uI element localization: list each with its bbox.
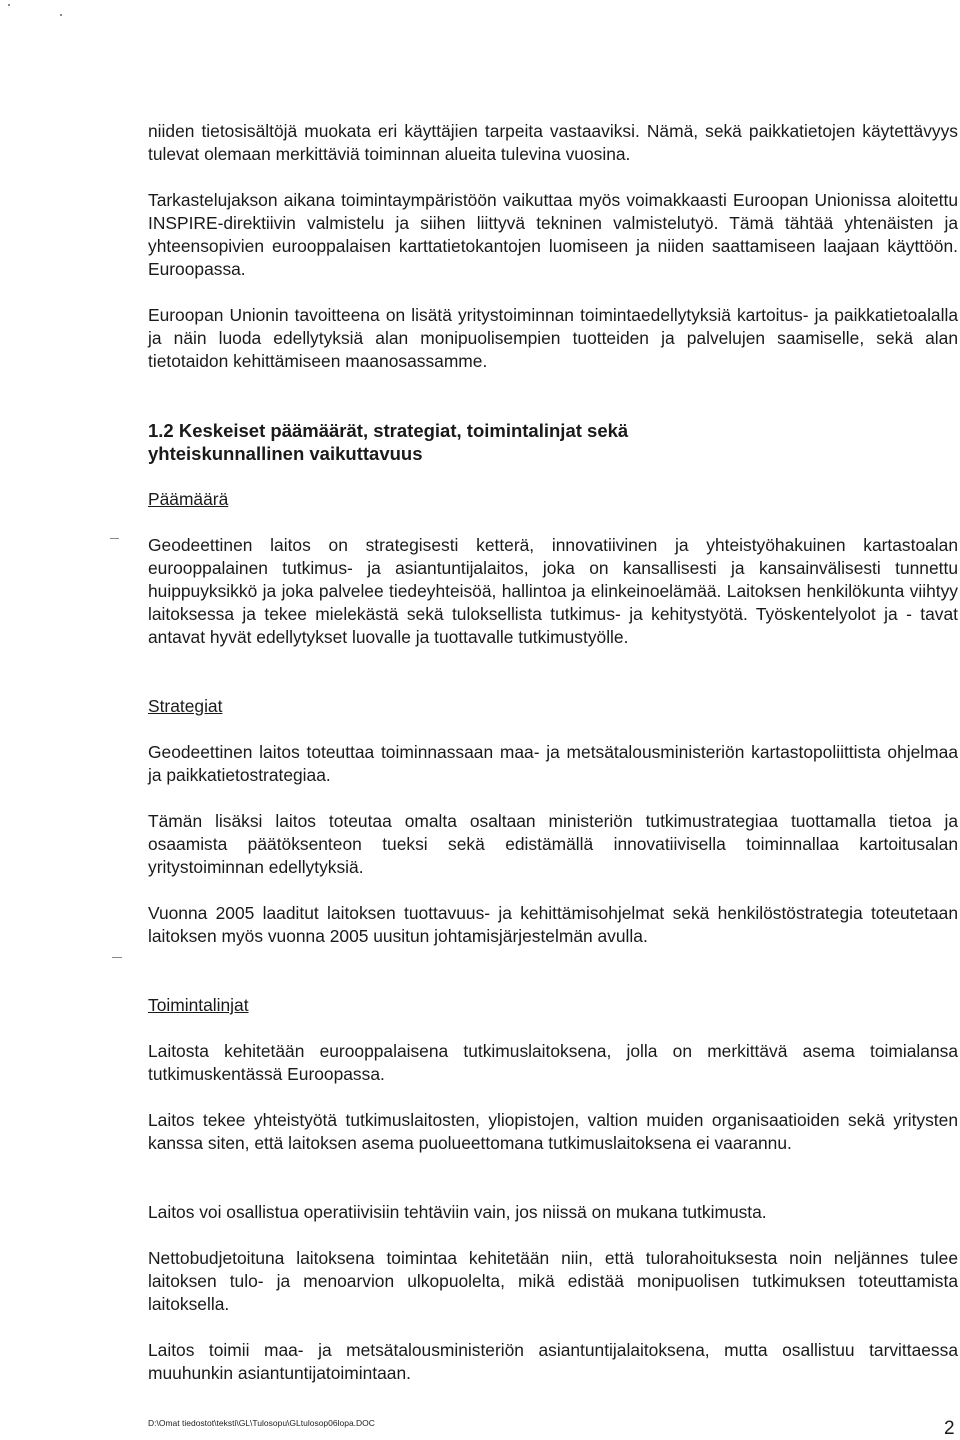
subheading-paamaara: Päämäärä [148, 489, 229, 509]
scan-mark [112, 957, 122, 958]
paragraph-paamaara: Geodeettinen laitos on strategisesti ketterä, innovatiivinen ja yhteistyöhakuinen kartastoalan eurooppalainen tutkimus- ja asiantuntijalaitos, joka on kansallisesti ja kansainvälisesti tunnettu huippuyksikkö ja joka palvelee tiedeyhteisöä, hallintoa ja elinkeinoelämää. Laitoksen henkilökunta viihtyy laitoksessa ja tekee mielekästä sekä tuloksellista tutkimus- ja kehitystyötä. Työskentelyolot ja - tavat antavat hyvät edellytykset luovalle ja tuottavalle tutkimustyölle. [148, 535, 958, 647]
scan-mark [110, 538, 119, 539]
paragraph-inspire: Tarkastelujakson aikana toimintaympäristöön vaikuttaa myös voimakkaasti Euroopan Unionissa aloitettu INSPIRE-direktiivin valmistelu ja siihen liittyvä tekninen valmistelutyö. Tämä tähtää yhtenäisten ja yhteensopivien eurooppalaisen karttatietokantojen luomiseen ja niiden saattamiseen laajaan käyttöön. Euroopassa. [148, 190, 958, 279]
section-heading-line2: yhteiskunnallinen vaikuttavuus [148, 443, 423, 464]
paragraph-toimintalinjat-2: Laitos tekee yhteistyötä tutkimuslaitosten, yliopistojen, valtion muiden organisaatioiden sekä yritysten kanssa siten, että laitoksen asema puolueettomana tutkimuslaitoksena ei vaarannu. [148, 1110, 958, 1153]
footer-file-path: D:\Omat tiedostot\teksti\GL\Tulosopu\GLtulosop06lopa.DOC [148, 1418, 375, 1428]
scan-dot [8, 4, 10, 6]
paragraph-toimintalinjat-4: Nettobudjetoituna laitoksena toimintaa kehitetään niin, että tulorahoituksesta noin neljännes tulee laitoksen tulo- ja menoarvion ulkopuolelta, mikä edistää monipuolisen tutkimuksen toteuttamista laitoksella. [148, 1248, 958, 1314]
page-number: 2 [944, 1418, 955, 1439]
paragraph-intro: niiden tietosisältöjä muokata eri käyttäjien tarpeita vastaaviksi. Nämä, sekä paikkatietojen käytettävyys tulevat olemaan merkittäviä toiminnan alueita tulevina vuosina. [148, 121, 958, 164]
paragraph-toimintalinjat-5: Laitos toimii maa- ja metsätalousministeriön asiantuntijalaitoksena, mutta osallistuu tarvittaessa muuhunkin asiantuntijatoimintaan. [148, 1340, 958, 1383]
subheading-toimintalinjat: Toimintalinjat [148, 995, 249, 1015]
paragraph-strategiat-2: Tämän lisäksi laitos toteutaa omalta osaltaan ministeriön tutkimustrategiaa tuottamalla tietoa ja osaamista päätöksenteon tueksi sekä edistämällä innovatiivisella toiminnallaa kartoitusalan yritystoiminnan edellytyksiä. [148, 811, 958, 877]
paragraph-strategiat-3: Vuonna 2005 laaditut laitoksen tuottavuus- ja kehittämisohjelmat sekä henkilöstöstrategia toteutetaan laitoksen myös vuonna 2005 uusitun johtamisjärjestelmän avulla. [148, 903, 958, 946]
paragraph-toimintalinjat-3: Laitos voi osallistua operatiivisiin tehtäviin vain, jos niissä on mukana tutkimusta. [148, 1202, 767, 1222]
paragraph-toimintalinjat-1: Laitosta kehitetään eurooppalaisena tutkimuslaitoksena, jolla on merkittävä asema toimialansa tutkimuskentässä Euroopassa. [148, 1041, 958, 1084]
subheading-strategiat: Strategiat [148, 696, 223, 716]
scan-dot [60, 14, 62, 16]
paragraph-strategiat-1: Geodeettinen laitos toteuttaa toiminnassaan maa- ja metsätalousministeriön kartastopoliittista ohjelmaa ja paikkatietostrategiaa. [148, 742, 958, 785]
section-heading-line1: 1.2 Keskeiset päämäärät, strategiat, toimintalinjat sekä [148, 420, 629, 441]
paragraph-eu-goal: Euroopan Unionin tavoitteena on lisätä yritystoiminnan toimintaedellytyksiä kartoitus- ja paikkatietoalalla ja näin luoda edellytyksiä alan monipuolisempien tuotteiden ja palvelujen saamiselle, sekä alan tietotaidon kehittämiseen maanosassamme. [148, 305, 958, 371]
